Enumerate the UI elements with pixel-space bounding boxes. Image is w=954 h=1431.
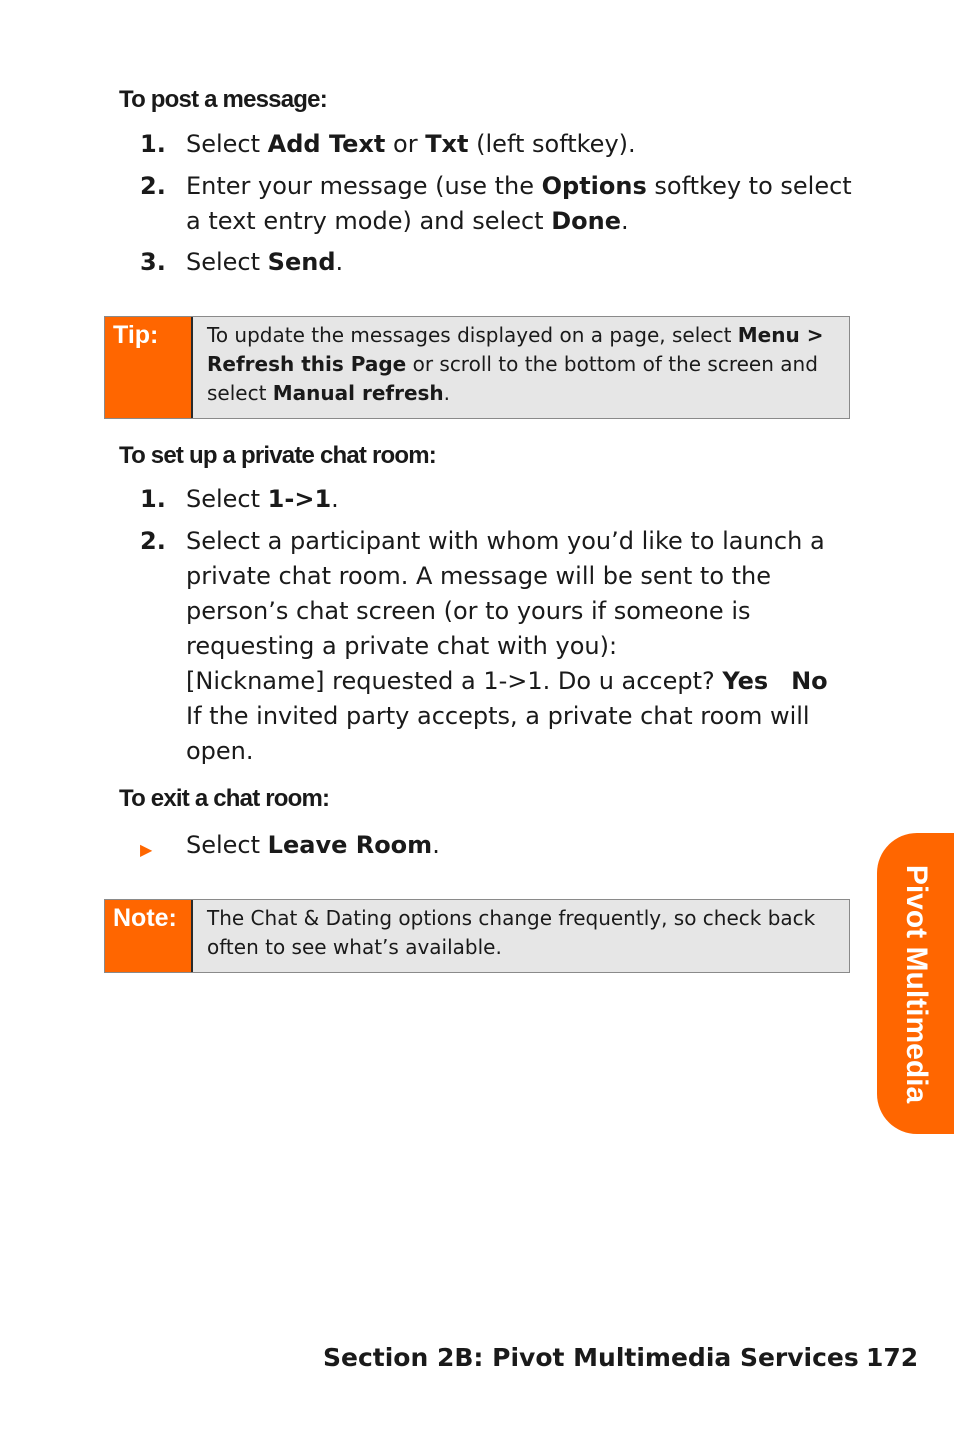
step-number: 3.	[140, 248, 166, 276]
step-text: Select Add Text or Txt (left softkey).	[186, 130, 636, 158]
step-text: Select Leave Room.	[186, 831, 440, 859]
step-text: Select 1->1.	[186, 485, 339, 513]
tip-text: To update the messages displayed on a page, select Menu > Refresh this Page or scroll to the bottom of the screen and select Manual refresh.	[207, 323, 824, 405]
post-step-3	[140, 245, 860, 280]
post-step-2	[140, 169, 860, 239]
note-label: Note:	[105, 900, 193, 972]
side-tab-label: Pivot Multimedia	[899, 864, 933, 1103]
step-description: Select a participant with whom you’d like to launch a private chat room. A message will be sent to the person’s chat screen (or to yours if someone is requesting a private chat with you):	[186, 527, 825, 660]
bullet-arrow-icon: ▶	[140, 840, 153, 859]
chat-prompt: [Nickname] requested a 1->1. Do u accept? Yes No	[186, 667, 828, 695]
step-number: 1.	[140, 485, 166, 513]
step-text: Select Send.	[186, 248, 344, 276]
post-step-1	[140, 127, 860, 162]
private-step-2	[140, 524, 860, 769]
note-callout	[104, 899, 850, 973]
tip-label: Tip:	[105, 317, 193, 418]
heading-exit-chat: To exit a chat room:	[119, 785, 330, 812]
step-text: Enter your message (use the Options softkey to select a text entry mode) and select Done.	[186, 172, 852, 235]
exit-step	[140, 828, 860, 863]
step-result: If the invited party accepts, a private chat room will open.	[186, 702, 810, 765]
step-number: 2.	[140, 527, 166, 555]
no-option: No	[791, 667, 828, 695]
note-text: The Chat & Dating options change frequently, so check back often to see what’s available.	[207, 906, 816, 959]
heading-private-chat: To set up a private chat room:	[119, 442, 436, 469]
step-text	[186, 524, 860, 769]
heading-post-message: To post a message:	[119, 86, 327, 113]
private-step-1	[140, 482, 860, 517]
tip-callout	[104, 316, 850, 419]
yes-option: Yes	[722, 667, 769, 695]
section-side-tab	[877, 833, 954, 1134]
step-number: 2.	[140, 172, 166, 200]
page-number: 172	[866, 1343, 919, 1372]
step-number: 1.	[140, 130, 166, 158]
footer-section-title: Section 2B: Pivot Multimedia Services	[323, 1343, 859, 1372]
